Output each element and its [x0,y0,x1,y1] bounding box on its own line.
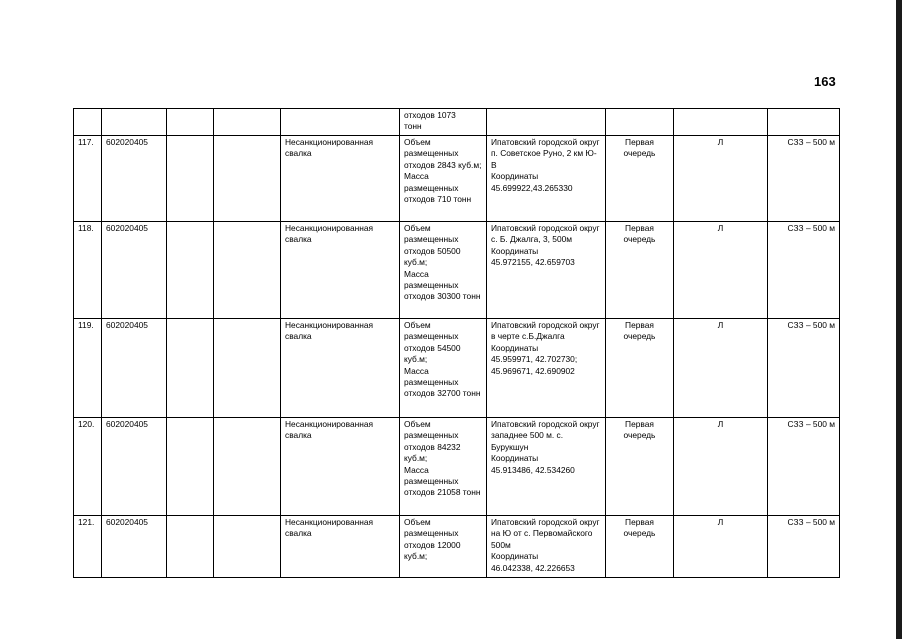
row-volume: Объем размещенных отходов 50500 куб.м; Масса размещенных отходов 30300 тонн [400,222,487,319]
scan-edge [896,0,902,639]
cell-empty-b [214,516,281,578]
row-volume: Объем размещенных отходов 84232 куб.м; Масса размещенных отходов 21058 тонн [400,418,487,516]
cell-empty-b [214,418,281,516]
cell-empty-a [167,109,214,136]
row-category: Л [674,222,768,319]
cell-empty-b [214,222,281,319]
row-code: 602020405 [102,319,167,418]
row-category: Л [674,516,768,578]
row-volume: Объем размещенных отходов 54500 куб.м; Масса размещенных отходов 32700 тонн [400,319,487,418]
cell-empty-a [167,516,214,578]
cell-code [102,109,167,136]
row-queue: Первая очередь [606,516,674,578]
row-szz: СЗЗ – 500 м [768,319,840,418]
row-location: Ипатовский городской округ с. Б. Джалга, 3, 500м Координаты 45.972155, 42.659703 [487,222,606,319]
cell-num [74,109,102,136]
row-number: 120. [74,418,102,516]
row-code: 602020405 [102,136,167,222]
table-row [74,319,840,418]
cell-empty-a [167,222,214,319]
row-code: 602020405 [102,418,167,516]
row-category: Л [674,136,768,222]
row-number: 121. [74,516,102,578]
row-szz: СЗЗ – 500 м [768,516,840,578]
cell-location [487,109,606,136]
cell-empty-a [167,418,214,516]
cell-volume: отходов 1073 тонн [400,109,487,136]
row-volume: Объем размещенных отходов 2843 куб.м; Масса размещенных отходов 710 тонн [400,136,487,222]
cell-szz [768,109,840,136]
row-number: 117. [74,136,102,222]
row-type: Несанкционированная свалка [281,222,400,319]
row-code: 602020405 [102,516,167,578]
cell-empty-b [214,109,281,136]
table-row-continuation [74,109,840,136]
row-queue: Первая очередь [606,222,674,319]
row-volume: Объем размещенных отходов 12000 куб.м; [400,516,487,578]
cell-empty-b [214,136,281,222]
row-category: Л [674,418,768,516]
cell-type [281,109,400,136]
page-number: 163 [814,74,836,89]
row-szz: СЗЗ – 500 м [768,418,840,516]
row-queue: Первая очередь [606,319,674,418]
row-location: Ипатовский городской округ на Ю от с. Первомайского 500м Координаты 46.042338, 42.226653 [487,516,606,578]
cell-queue [606,109,674,136]
row-location: Ипатовский городской округ западнее 500 м. с. Бурукшун Координаты 45.913486, 42.534260 [487,418,606,516]
row-queue: Первая очередь [606,418,674,516]
table-row [74,516,840,578]
cell-category [674,109,768,136]
cell-empty-a [167,319,214,418]
row-szz: СЗЗ – 500 м [768,136,840,222]
table-row [74,136,840,222]
row-type: Несанкционированная свалка [281,319,400,418]
landfill-registry-table [73,108,840,578]
cell-empty-b [214,319,281,418]
row-location: Ипатовский городской округ в черте с.Б.Джалга Координаты 45.959971, 42.702730; 45.969671, 42.690902 [487,319,606,418]
row-number: 118. [74,222,102,319]
row-code: 602020405 [102,222,167,319]
cell-empty-a [167,136,214,222]
row-location: Ипатовский городской округ п. Советское Руно, 2 км Ю-В Координаты 45.699922,43.265330 [487,136,606,222]
row-type: Несанкционированная свалка [281,516,400,578]
row-queue: Первая очередь [606,136,674,222]
row-type: Несанкционированная свалка [281,136,400,222]
table-row [74,418,840,516]
row-number: 119. [74,319,102,418]
row-type: Несанкционированная свалка [281,418,400,516]
row-category: Л [674,319,768,418]
table-row [74,222,840,319]
row-szz: СЗЗ – 500 м [768,222,840,319]
